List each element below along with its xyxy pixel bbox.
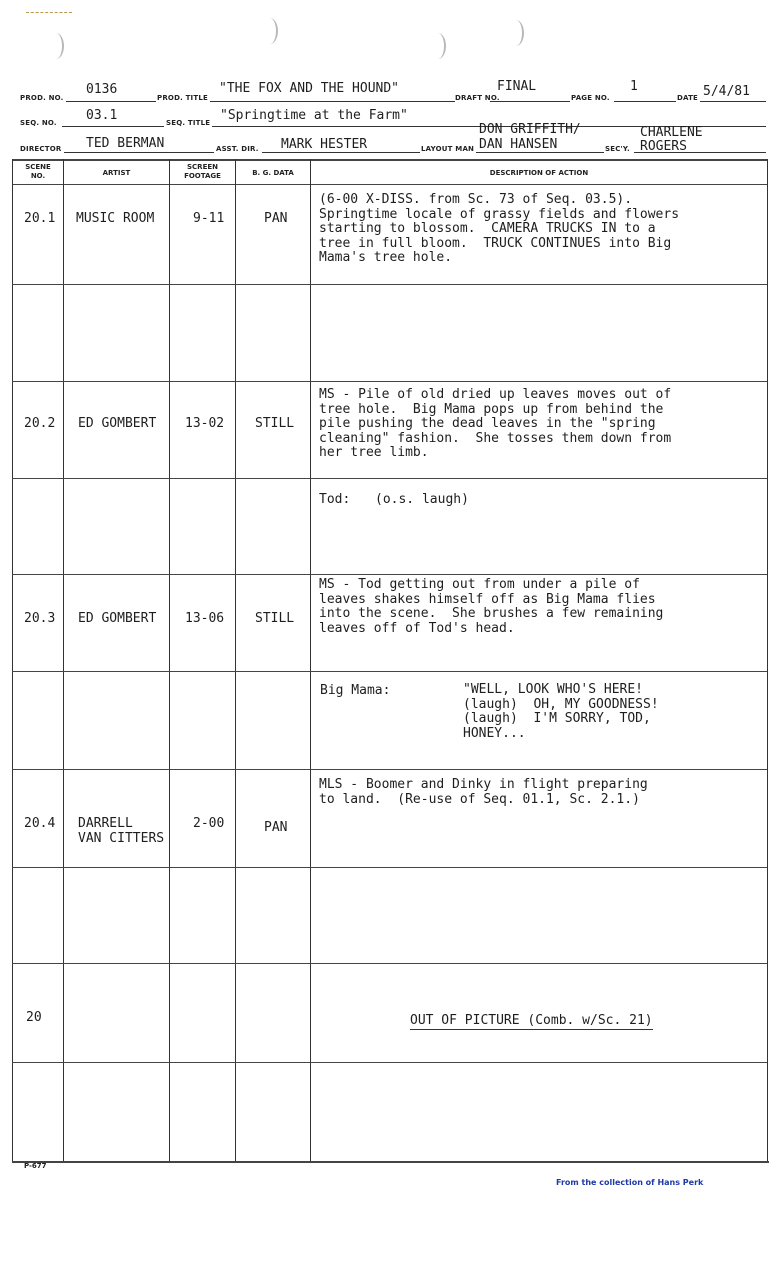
col-header-description: DESCRIPTION OF ACTION (489, 169, 589, 177)
prod-title-label: PROD. TITLE (157, 94, 208, 102)
date: 5/4/81 (703, 84, 750, 99)
dialogue-speaker: Tod: (319, 492, 351, 507)
prod-no-label: PROD. NO. (20, 94, 64, 102)
description-of-action: MS - Pile of old dried up leaves moves out of tree hole. Big Mama pops up from behind the pile pushing the dead leaves in the "spring cleaning" fashion. She tosses them down from her tree limb. (319, 387, 672, 461)
dialogue-line: "WELL, LOOK WHO'S HERE! (laugh) OH, MY GOODNESS! (laugh) I'M SORRY, TOD, HONEY... (463, 682, 659, 741)
director-label: DIRECTOR (20, 145, 62, 153)
punch-hole (508, 20, 524, 46)
punch-hole (48, 33, 64, 59)
screen-footage: 13-02 (185, 416, 225, 431)
bg-data: STILL (255, 611, 295, 626)
layout-man-line1: DON GRIFFITH/ (479, 122, 581, 137)
bg-data: PAN (264, 820, 288, 835)
screen-footage: 13-06 (185, 611, 225, 626)
page-no: 1 (630, 79, 638, 94)
seq-no-label: SEQ. NO. (20, 119, 57, 127)
artist: MUSIC ROOM (76, 211, 155, 226)
draft-no-label: DRAFT NO. (455, 94, 500, 102)
artist: ED GOMBERT (78, 416, 157, 431)
screen-footage: 9-11 (193, 211, 225, 226)
description-of-action: MS - Tod getting out from under a pile of leaves shakes himself off as Big Mama flies into the scene. She brushes a few remaining leaves off of Tod's head. (319, 577, 664, 636)
date-label: DATE (677, 94, 699, 102)
asst-dir-label: ASST. DIR. (216, 145, 259, 153)
scene-number: 20.1 (24, 211, 56, 226)
punch-hole (430, 33, 446, 59)
draft-no: FINAL (497, 79, 537, 94)
col-header-screen-footage: SCREEN FOOTAGE (184, 163, 221, 180)
table-top-rule (12, 159, 767, 161)
scene-number: 20.4 (24, 816, 56, 831)
form-code: P-677 (24, 1162, 47, 1170)
dialogue-speaker: Big Mama: (320, 683, 391, 698)
asst-dir: MARK HESTER (281, 137, 368, 152)
seq-title-label: SEQ. TITLE (166, 119, 211, 127)
prod-no: 0136 (86, 82, 118, 97)
artist-line2: VAN CITTERS (78, 831, 165, 846)
page-no-label: PAGE NO. (571, 94, 610, 102)
secy-line2: ROGERS (640, 139, 687, 154)
out-of-picture-note: OUT OF PICTURE (Comb. w/Sc. 21) (410, 1013, 653, 1028)
director: TED BERMAN (86, 136, 165, 151)
seq-title: "Springtime at the Farm" (220, 108, 408, 123)
screen-footage: 2-00 (193, 816, 225, 831)
col-header-scene-no: SCENE NO. (25, 163, 51, 180)
description-of-action: MLS - Boomer and Dinky in flight preparing to land. (Re-use of Seq. 01.1, Sc. 2.1.) (319, 777, 648, 807)
bg-data: PAN (264, 211, 288, 226)
scene-number: 20 (26, 1010, 42, 1025)
punch-hole (262, 18, 278, 44)
col-header-artist: ARTIST (102, 169, 131, 177)
table-header-rule (12, 184, 767, 185)
artist-line1: DARRELL (78, 816, 133, 831)
artist: ED GOMBERT (78, 611, 157, 626)
table-bottom-rule (12, 1161, 769, 1163)
bg-data: STILL (255, 416, 295, 431)
seq-no: 03.1 (86, 108, 118, 123)
layout-man-line2: DAN HANSEN (479, 137, 558, 152)
col-header-bg-data: B. G. DATA (252, 169, 294, 177)
scene-number: 20.3 (24, 611, 56, 626)
prod-title: "THE FOX AND THE HOUND" (219, 81, 400, 96)
secy-line1: CHARLENE (640, 125, 703, 140)
pencil-mark (26, 8, 72, 13)
description-of-action: (6-00 X-DISS. from Sc. 73 of Seq. 03.5). Springtime locale of grassy fields and flowers starting to blossom. CAMERA TRUCKS IN to a tree in full bloom. TRUCK CONTINUES into Big Mama's tree hole. (319, 192, 680, 266)
dialogue-line: (o.s. laugh) (375, 492, 469, 507)
layout-man-label: LAYOUT MAN (421, 145, 475, 153)
scene-number: 20.2 (24, 416, 56, 431)
collection-credit: From the collection of Hans Perk (556, 1178, 704, 1187)
secy-label: SEC'Y. (605, 145, 630, 153)
